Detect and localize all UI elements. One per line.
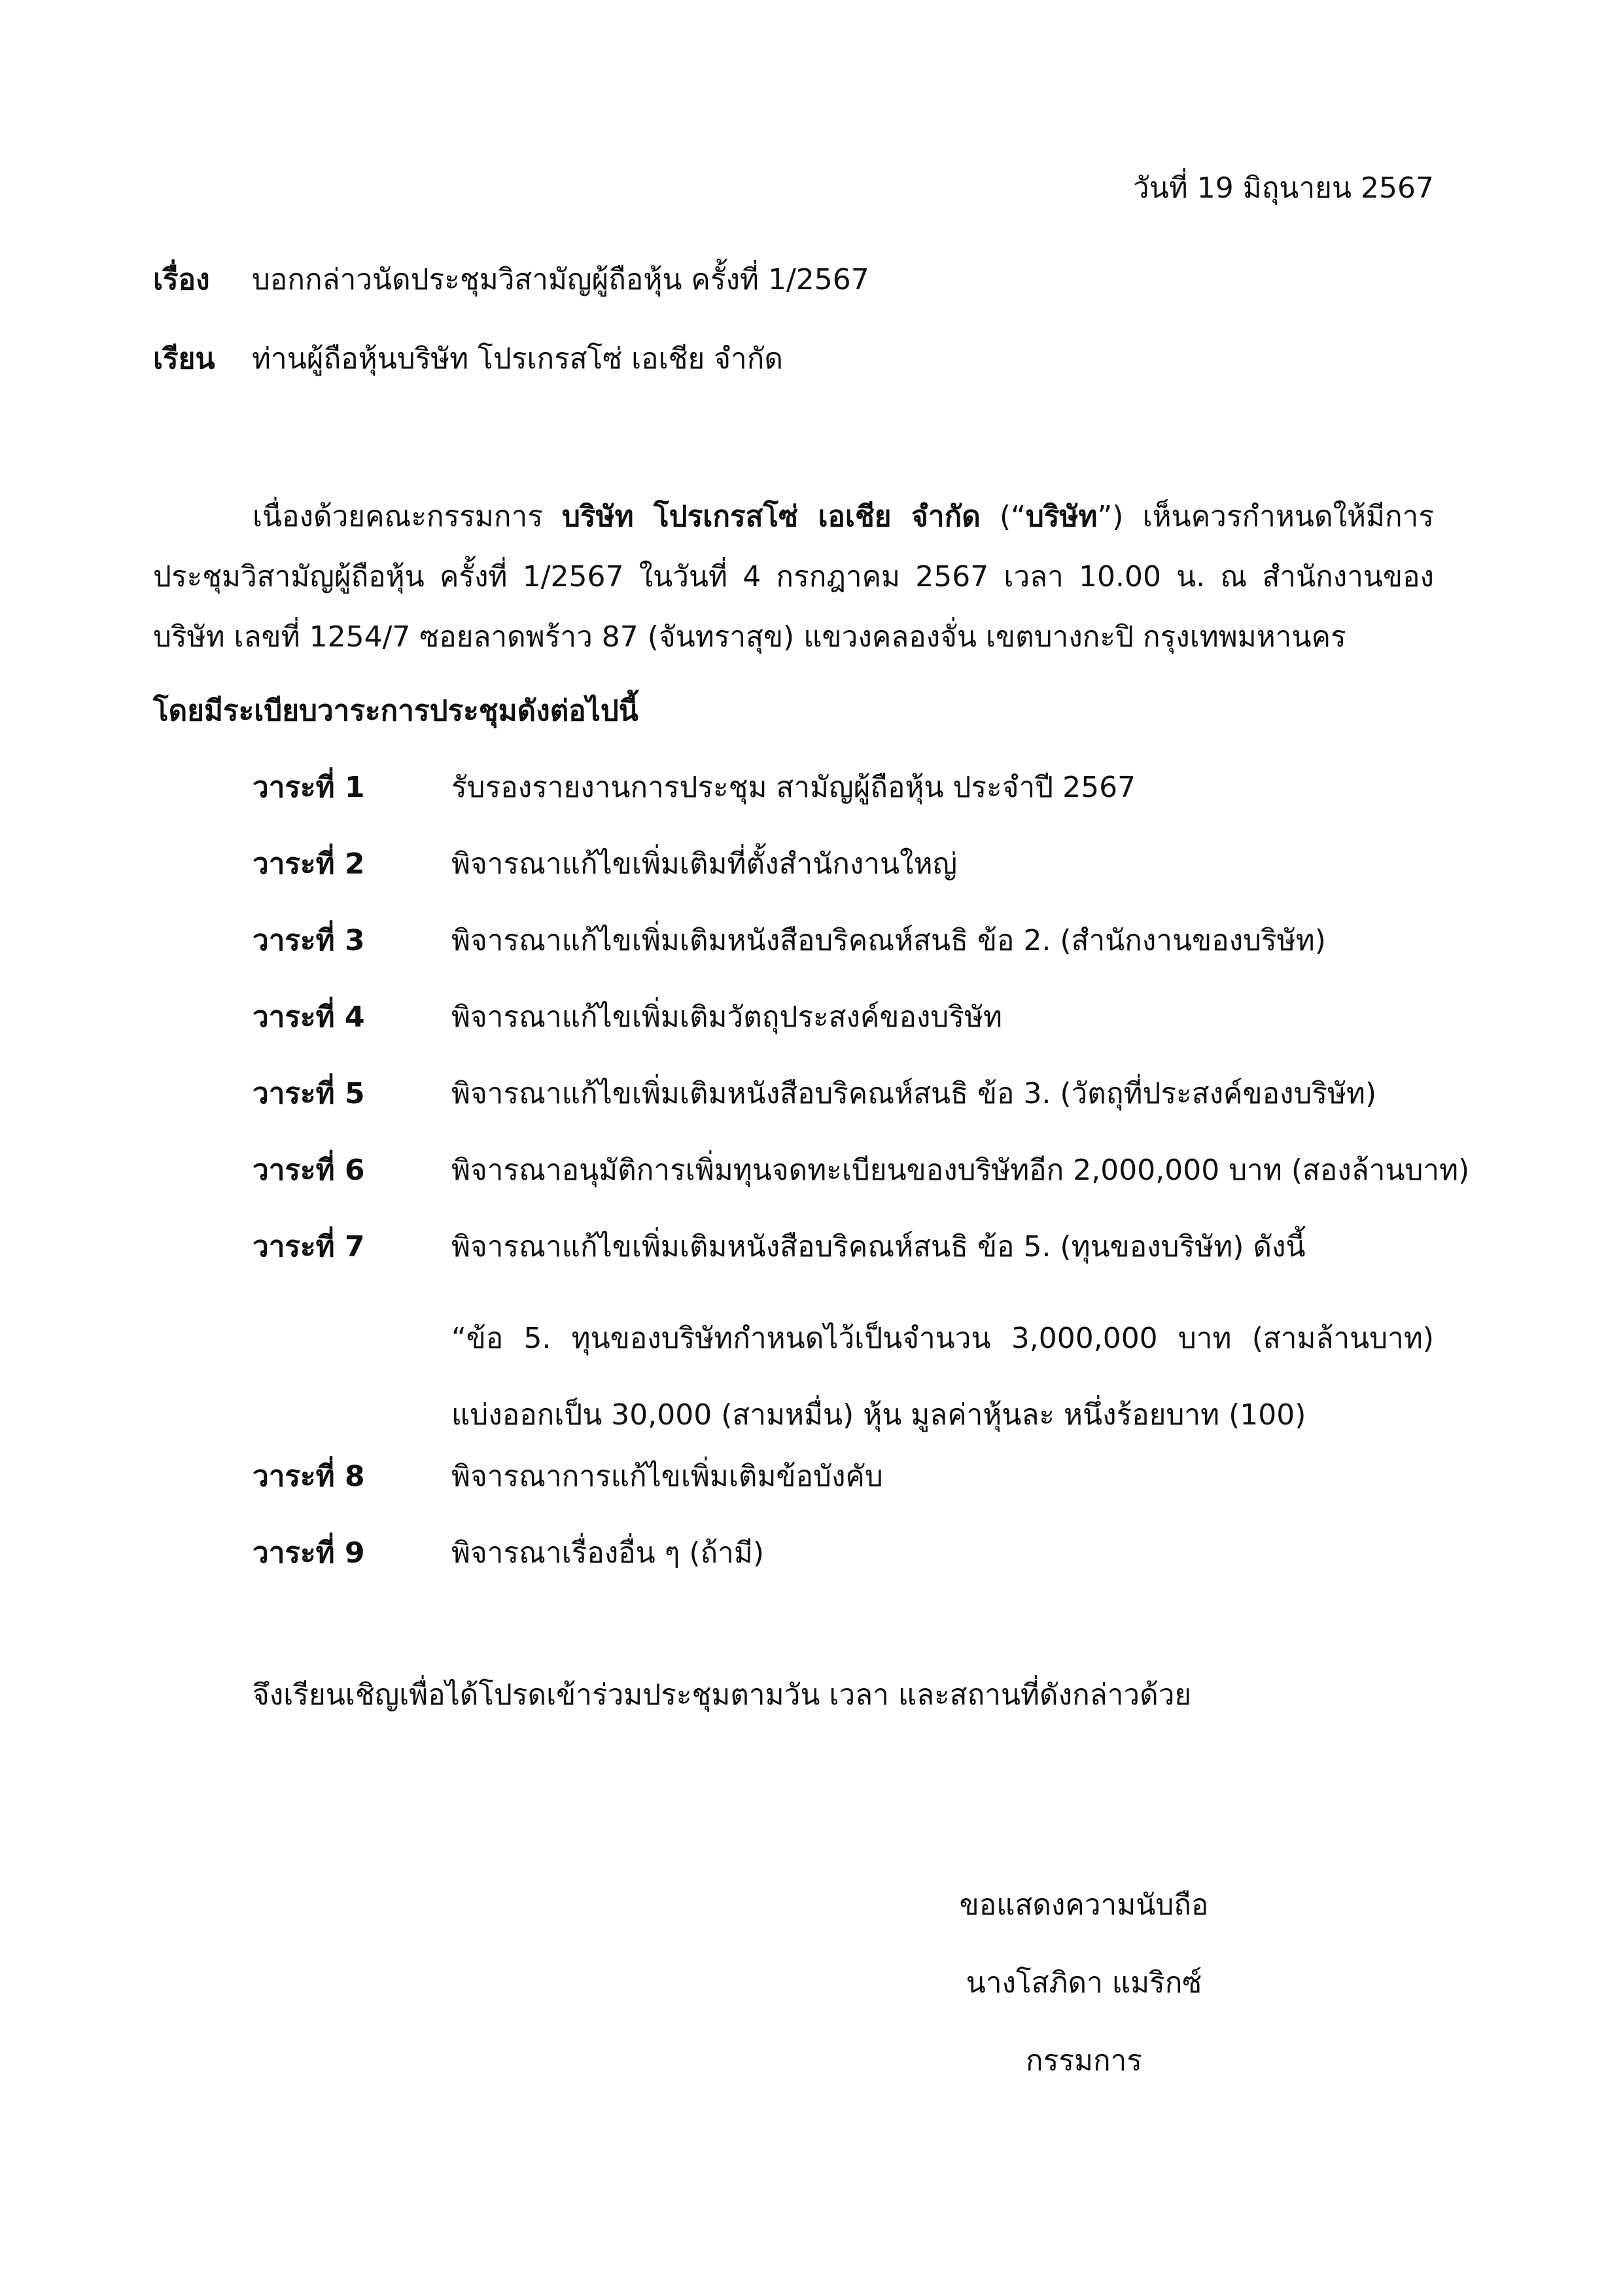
- agenda-label-9: วาระที่ 9: [253, 1536, 365, 1570]
- agenda-label-2: วาระที่ 2: [253, 847, 365, 881]
- agenda-text-2: พิจารณาแก้ไขเพิ่มเติมที่ตั้งสำนักงานใหญ่: [451, 847, 958, 881]
- intro-text-2: (“: [980, 500, 1026, 533]
- signature-title: กรรมการ: [1026, 2044, 1142, 2077]
- company-name: บริษัท โปรเกรสโซ่ เอเชีย จำกัด: [562, 500, 981, 533]
- agenda-text-3: พิจารณาแก้ไขเพิ่มเติมหนังสือบริคณห์สนธิ ข้อ 2. (สำนักงานของบริษัท): [451, 924, 1326, 957]
- agenda-label-5: วาระที่ 5: [253, 1077, 365, 1110]
- agenda-text-4: พิจารณาแก้ไขเพิ่มเติมวัตถุประสงค์ของบริษัท: [451, 1000, 1002, 1034]
- intro-text-1: เนื่องด้วยคณะกรรมการ: [253, 500, 563, 533]
- subject-label: เรื่อง: [153, 263, 210, 296]
- closing-paragraph: จึงเรียนเชิญเพื่อได้โปรดเข้าร่วมประชุมตามวัน เวลา และสถานที่ดังกล่าวด้วย: [253, 1678, 1192, 1712]
- agenda-heading: โดยมีระเบียบวาระการประชุมดังต่อไปนี้: [153, 694, 638, 728]
- intro-text-3: ”) เห็นควรกำหนดให้มีการประชุมวิสามัญผู้ถือหุ้น ครั้งที่ 1/2567 ในวันที่ 4 กรกฎาคม 2567 เวลา 10.00 น. ณ สำนักงานของบริษัท เลขที่ 1254/7 ซอยลาดพร้าว 87 (จันทราสุข) แขวงคลองจั่น เขตบางกะปิ กรุงเทพมหานคร: [153, 500, 1434, 654]
- recipient-label: เรียน: [153, 342, 215, 376]
- agenda-label-4: วาระที่ 4: [253, 1000, 365, 1034]
- agenda-7-detail: “ข้อ 5. ทุนของบริษัทกำหนดไว้เป็นจำนวน 3,000,000 บาท (สามล้านบาท) แบ่งออกเป็น 30,000 (สามหมื่น) หุ้น มูลค่าหุ้นละ หนึ่งร้อยบาท (100): [451, 1322, 1434, 1432]
- agenda-label-3: วาระที่ 3: [253, 924, 365, 957]
- agenda-text-6: พิจารณาอนุมัติการเพิ่มทุนจดทะเบียนของบริษัทอีก 2,000,000 บาท (สองล้านบาท): [451, 1154, 1470, 1187]
- agenda-text-7: พิจารณาแก้ไขเพิ่มเติมหนังสือบริคณห์สนธิ ข้อ 5. (ทุนของบริษัท) ดังนี้: [451, 1230, 1306, 1263]
- intro-paragraph: [153, 487, 1434, 667]
- agenda-text-5: พิจารณาแก้ไขเพิ่มเติมหนังสือบริคณห์สนธิ ข้อ 3. (วัตถุที่ประสงค์ของบริษัท): [451, 1077, 1377, 1110]
- agenda-label-8: วาระที่ 8: [253, 1460, 365, 1493]
- recipient-text: ท่านผู้ถือหุ้นบริษัท โปรเกรสโซ่ เอเชีย จำกัด: [252, 342, 783, 376]
- agenda-text-8: พิจารณาการแก้ไขเพิ่มเติมข้อบังคับ: [451, 1460, 883, 1493]
- signature-name: นางโสภิดา แมริกซ์: [966, 1966, 1202, 2000]
- document-date: วันที่ 19 มิถุนายน 2567: [1132, 171, 1434, 205]
- company-short-name: บริษัท: [1025, 500, 1098, 533]
- agenda-label-6: วาระที่ 6: [253, 1154, 365, 1187]
- signature-regards: ขอแสดงความนับถือ: [959, 1888, 1209, 1922]
- agenda-label-7: วาระที่ 7: [253, 1230, 365, 1263]
- agenda-label-1: วาระที่ 1: [253, 771, 365, 804]
- agenda-text-1: รับรองรายงานการประชุม สามัญผู้ถือหุ้น ประจำปี 2567: [451, 771, 1136, 804]
- agenda-text-9: พิจารณาเรื่องอื่น ๆ (ถ้ามี): [451, 1536, 765, 1570]
- subject-text: บอกกล่าวนัดประชุมวิสามัญผู้ถือหุ้น ครั้งที่ 1/2567: [252, 263, 869, 296]
